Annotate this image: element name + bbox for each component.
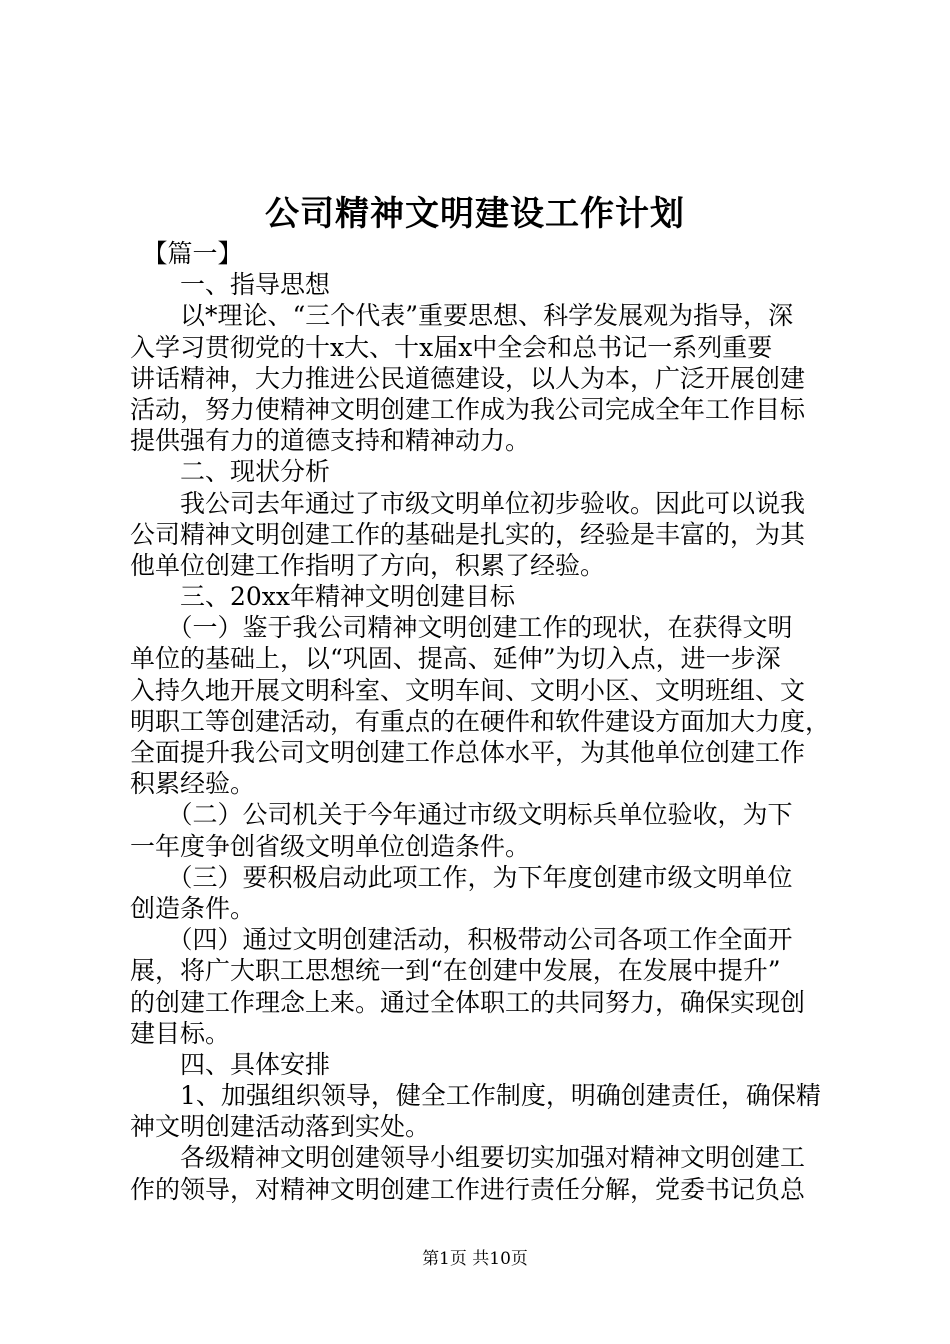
document-body [130,238,830,1205]
text-line: 明职工等创建活动，有重点的在硬件和软件建设方面加大力度， [130,706,830,736]
text-line: 我公司去年通过了市级文明单位初步验收。因此可以说我 [130,488,806,518]
section-heading: 一、指导思想 [130,270,331,300]
text-line: 活动，努力使精神文明创建工作成为我公司完成全年工作目标 [130,394,806,424]
text-line: 神文明创建活动落到实处。 [130,1112,431,1142]
document-title: 公司精神文明建设工作计划 [265,194,685,234]
text-line: 作的领导，对精神文明创建工作进行责任分解，党委书记负总 [130,1174,806,1204]
text-line: 积累经验。 [130,769,256,799]
section-heading: 三、20xx年精神文明创建目标 [130,582,516,612]
text-line: （四）通过文明创建活动，积极带动公司各项工作全面开 [130,925,793,955]
text-line: 讲话精神，大力推进公民道德建设，以人为本，广泛开展创建 [130,363,806,393]
section-heading: 四、具体安排 [130,1049,331,1079]
text-line: 一年度争创省级文明单位创造条件。 [130,831,531,861]
text-line: 【篇一】 [130,239,243,268]
text-line: （三）要积极启动此项工作，为下年度创建市级文明单位 [130,862,793,892]
text-line: 建目标。 [130,1018,231,1048]
text-line: （一）鉴于我公司精神文明创建工作的现状，在获得文明 [130,613,793,643]
text-line: 全面提升我公司文明创建工作总体水平，为其他单位创建工作 [130,738,806,767]
text-line: 创造条件。 [130,893,256,923]
text-line: 公司精神文明创建工作的基础是扎实的，经验是丰富的，为其 [130,519,806,549]
text-line: 展，将广大职工思想统一到“在创建中发展，在发展中提升” [130,956,781,986]
text-line: 提供强有力的道德支持和精神动力。 [130,426,531,456]
text-line: 单位的基础上，以“巩固、提高、延伸”为切入点，进一步深 [130,644,781,674]
text-line: （二）公司机关于今年通过市级文明标兵单位验收，为下 [130,800,793,830]
text-line: 以*理论、“三个代表”重要思想、科学发展观为指导，深 [130,301,794,331]
section-heading: 二、现状分析 [130,457,331,487]
text-line: 1、加强组织领导，健全工作制度，明确创建责任，确保精 [130,1081,821,1111]
text-line: 他单位创建工作指明了方向，积累了经验。 [130,550,606,580]
text-line: 的创建工作理念上来。通过全体职工的共同努力，确保实现创 [130,987,806,1017]
text-line: 各级精神文明创建领导小组要切实加强对精神文明创建工 [130,1143,806,1173]
text-line: 入持久地开展文明科室、文明车间、文明小区、文明班组、文 [130,675,806,705]
text-line: 入学习贯彻党的十x大、十x届x中全会和总书记一系列重要 [130,332,773,362]
page-footer: 第1页 共10页 [422,1249,528,1269]
